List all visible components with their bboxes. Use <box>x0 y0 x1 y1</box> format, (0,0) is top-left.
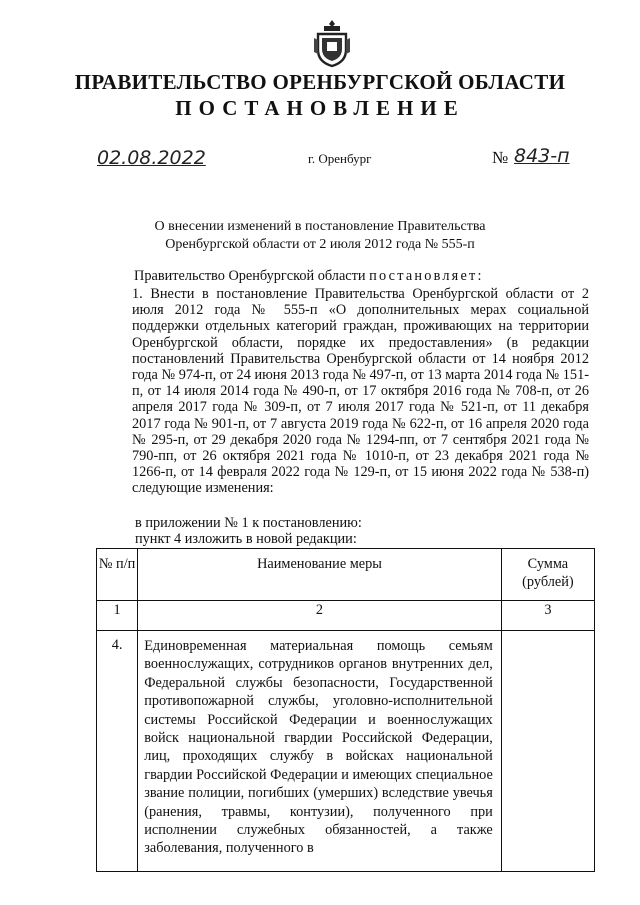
table-column-numbers-row <box>97 601 595 631</box>
point-line: пункт 4 изложить в новой редакции: <box>135 531 357 547</box>
subject-line-2: Оренбургской области от 2 июля 2012 года № 555-п <box>165 237 475 252</box>
row-num: 4. <box>97 631 138 872</box>
table-header-row <box>97 549 595 601</box>
header-sum: Сумма (рублей) <box>501 549 594 601</box>
coat-of-arms-icon <box>312 18 352 68</box>
col-number-1: 1 <box>97 601 138 631</box>
row-sum <box>501 631 594 872</box>
item-1-text: 1. Внести в постановление Правительства Оренбургской области от 2 июля 2012 года № 555-п «О дополнительных мерах социальной поддержки отдельных категорий граждан, проживающих на территории Оренбургской области, порядке их предоставления» (в редакции постановлений Правительства Оренбургской области от 14 ноября 2012 года № 974-п, от 24 июня 2013 года № 497-п, от 13 марта 2014 года № 151-п, от 14 июля 2014 года № 490-п, от 17 октября 2016 года № 708-п, от 26 апреля 2017 года № 309-п, от 7 июля 2017 года № 521-п, от 11 декабря 2017 года № 901-п, от 7 августа 2019 года № 622-п, от 16 апреля 2020 года № 295-п, от 29 декабря 2020 года № 1294-пп, от 7 сентября 2021 года № 790-пп, от 26 октября 2021 года № 1010-п, от 23 декабря 2021 года № 1266-п, от 14 февраля 2022 года № 129-п, от 15 июня 2022 года № 538-п) следующие изменения: <box>132 286 589 497</box>
table-row <box>97 631 595 872</box>
header-num: № п/п <box>97 549 138 601</box>
document-city: г. Оренбург <box>308 151 372 166</box>
document-subject <box>0 218 640 254</box>
preamble-lead: Правительство Оренбургской области <box>134 268 370 284</box>
item-1-paragraph <box>96 286 589 497</box>
appendix-line: в приложении № 1 к постановлению: <box>135 515 362 531</box>
measures-table <box>96 548 595 872</box>
col-number-2: 2 <box>138 601 502 631</box>
col-number-3: 3 <box>501 601 594 631</box>
document-date: 02.08.2022 <box>97 147 206 169</box>
government-title: ПРАВИТЕЛЬСТВО ОРЕНБУРГСКОЙ ОБЛАСТИ <box>74 70 566 94</box>
preamble-verb: постановляет: <box>369 268 484 284</box>
document-number-label: № <box>492 148 509 167</box>
document-type-title: ПОСТАНОВЛЕНИЕ <box>175 96 465 120</box>
row-measure-name: Единовременная материальная помощь семьям военнослужащих, сотрудников органов внутренних дел, Федеральной службы безопасности, Государственной противопожарной службы, уголовно-исполнительной системы Российской Федерации и военнослужащих войск национальной гвардии Российской Федерации, лиц, проходящих службу в войсках национальной гвардии Российской Федерации и имеющих специальное звание полиции, погибших (умерших) вследствие увечья (ранения, травмы, контузии), полученного при исполнении служебных обязанностей, а также заболевания, полученного в <box>138 631 502 872</box>
header-name: Наименование меры <box>138 549 502 601</box>
subject-line-1: О внесении изменений в постановление Правительства <box>154 219 486 234</box>
preamble <box>96 268 589 284</box>
document-number: 843-п <box>514 145 570 167</box>
